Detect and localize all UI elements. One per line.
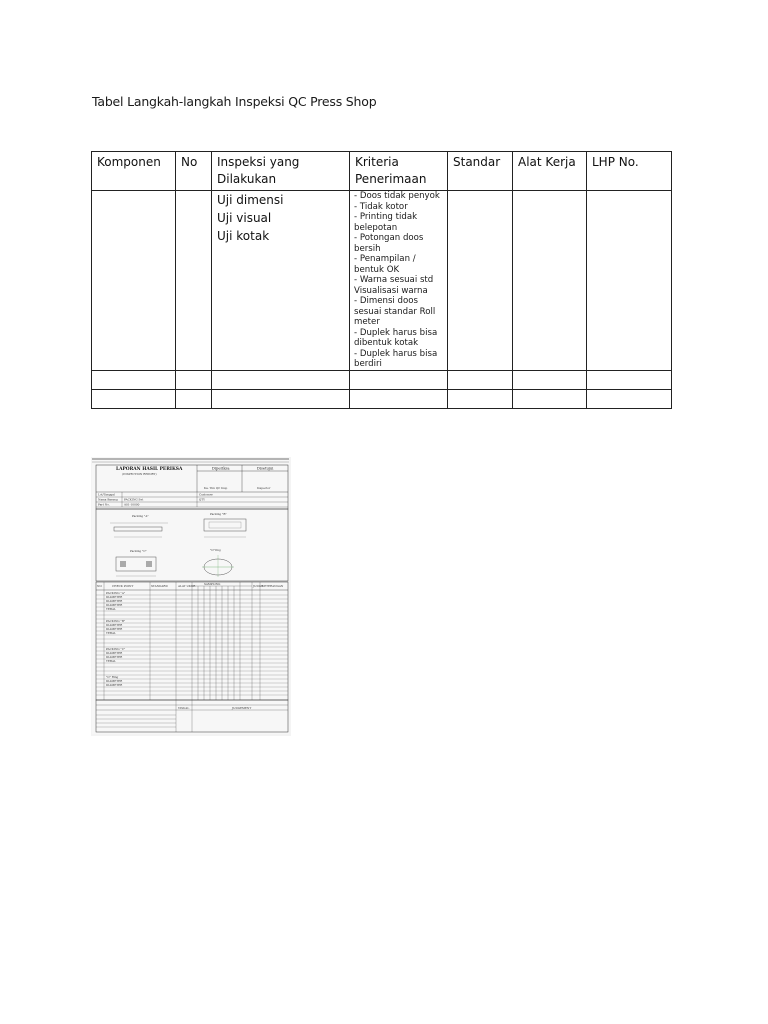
report-row: TEBAL: [106, 631, 116, 635]
document-title: Tabel Langkah-langkah Inspeksi QC Press Shop: [92, 94, 377, 109]
report-row: TEBAL: [106, 607, 116, 611]
criteria-line: sesuai standar Roll: [354, 306, 436, 317]
header-inspeksi: [212, 152, 350, 191]
drawing-label-b: Packing "B": [210, 512, 227, 516]
report-col-std: STANDARD: [151, 584, 168, 588]
cell-komponen: [92, 191, 176, 371]
report-section-a: PACKING "A": [106, 591, 126, 595]
table-row: [92, 191, 672, 371]
report-footer-visual: VISUAL: [178, 706, 190, 710]
criteria-line: Visualisasi warna: [354, 285, 428, 296]
cell-no: [176, 191, 212, 371]
table-row: [92, 389, 672, 408]
table-header-row: [92, 152, 672, 191]
cell-lhp-no: [587, 191, 672, 371]
criteria-line: - Tidak kotor: [354, 201, 408, 212]
report-field-nama: Nama Barang: [98, 497, 118, 502]
report-section-c: PACKING "C": [106, 647, 126, 651]
criteria-line: - Printing tidak: [354, 212, 418, 222]
criteria-line: dibentuk kotak: [354, 338, 419, 348]
report-row: DIAMETER: [106, 603, 123, 607]
criteria-line: - Penampilan /: [354, 254, 416, 264]
report-qc-label: Ka. Tim QC Insp: [204, 486, 228, 490]
criteria-line: - Duplek harus bisa: [354, 348, 438, 359]
header-lhp-no: LHP No.: [587, 152, 672, 191]
drawing-label-a: Packing "A": [132, 514, 149, 518]
report-col-judge: JUDGE: [253, 584, 263, 588]
report-col-alat: ALAT UKUR: [178, 584, 196, 588]
header-inspeksi-line2: Dilakukan: [217, 172, 277, 186]
inspection-item: Uji visual: [217, 211, 272, 225]
drawing-label-o: "O"ring: [210, 548, 221, 552]
report-section-o: "O" Ring: [106, 675, 119, 679]
report-inspector: Inspector: [257, 486, 271, 490]
criteria-line: berdiri: [354, 359, 382, 369]
drawing-label-c: Packing "C": [130, 549, 147, 553]
header-kriteria-line1: Kriteria: [355, 155, 399, 169]
criteria-line: belepotan: [354, 222, 398, 233]
criteria-line: - Doos tidak penyok: [354, 191, 440, 201]
report-row: DIAMETER: [106, 679, 123, 683]
header-standar: Standar: [448, 152, 513, 191]
report-qty-label: QTY: [199, 497, 206, 502]
report-row: DIAMETER: [106, 651, 123, 655]
report-field-part-value: A01-10000: [124, 502, 140, 507]
report-disetujui: Disetujui: [257, 466, 274, 471]
report-row: DIAMETER: [106, 623, 123, 627]
report-col-item: CHECK POINT: [112, 584, 134, 588]
report-form-image: [92, 457, 289, 734]
report-section-b: PACKING "B": [106, 619, 126, 623]
criteria-line: - Warna sesuai std: [354, 275, 434, 285]
cell-standar: [448, 191, 513, 371]
report-diperiksa: Diperiksa: [212, 466, 230, 471]
report-col-no: NO: [97, 584, 102, 588]
inspection-item: Uji dimensi: [217, 193, 284, 207]
criteria-line: bentuk OK: [354, 264, 400, 275]
report-field-part: Part No.: [98, 502, 110, 507]
cell-kriteria: [350, 191, 448, 371]
report-row: TEBAL: [106, 659, 116, 663]
inspection-report-scan: [91, 457, 291, 736]
header-kriteria-line2: Penerimaan: [355, 172, 427, 186]
inspection-table: [91, 151, 672, 409]
report-row: DIAMETER: [106, 655, 123, 659]
cell-alat-kerja: [513, 191, 587, 371]
header-kriteria: [350, 152, 448, 191]
criteria-line: - Duplek harus bisa: [354, 327, 438, 338]
report-field-lot: Lot/Tanggal: [98, 492, 115, 497]
criteria-line: - Potongan doos: [354, 233, 424, 243]
header-inspeksi-line1: Inspeksi yang: [217, 155, 300, 169]
report-title: LAPORAN HASIL PERIKSA: [116, 467, 183, 472]
table-row: [92, 370, 672, 389]
report-row: DIAMETER: [106, 595, 123, 599]
report-col-ket: KETERANGAN: [262, 584, 284, 588]
header-komponen: Komponen: [92, 152, 176, 191]
report-row: DIAMETER: [106, 627, 123, 631]
criteria-line: - Dimensi doos: [354, 296, 418, 306]
report-customer-label: Customer: [199, 492, 213, 497]
inspection-item: Uji kotak: [217, 229, 270, 243]
header-alat-kerja: Alat Kerja: [513, 152, 587, 191]
criteria-line: bersih: [354, 243, 381, 254]
report-footer-judgment: JUDGEMENT: [232, 706, 252, 710]
report-subtitle: (INSPECTION REPORT): [122, 472, 157, 476]
report-row: DIAMETER: [106, 683, 123, 687]
criteria-line: meter: [354, 317, 380, 327]
report-col-sample: SAMPLING: [204, 582, 221, 586]
report-field-nama-value: PACKING Set: [124, 497, 144, 502]
header-no: No: [176, 152, 212, 191]
report-row: DIAMETER: [106, 599, 123, 603]
cell-inspeksi: [212, 191, 350, 371]
